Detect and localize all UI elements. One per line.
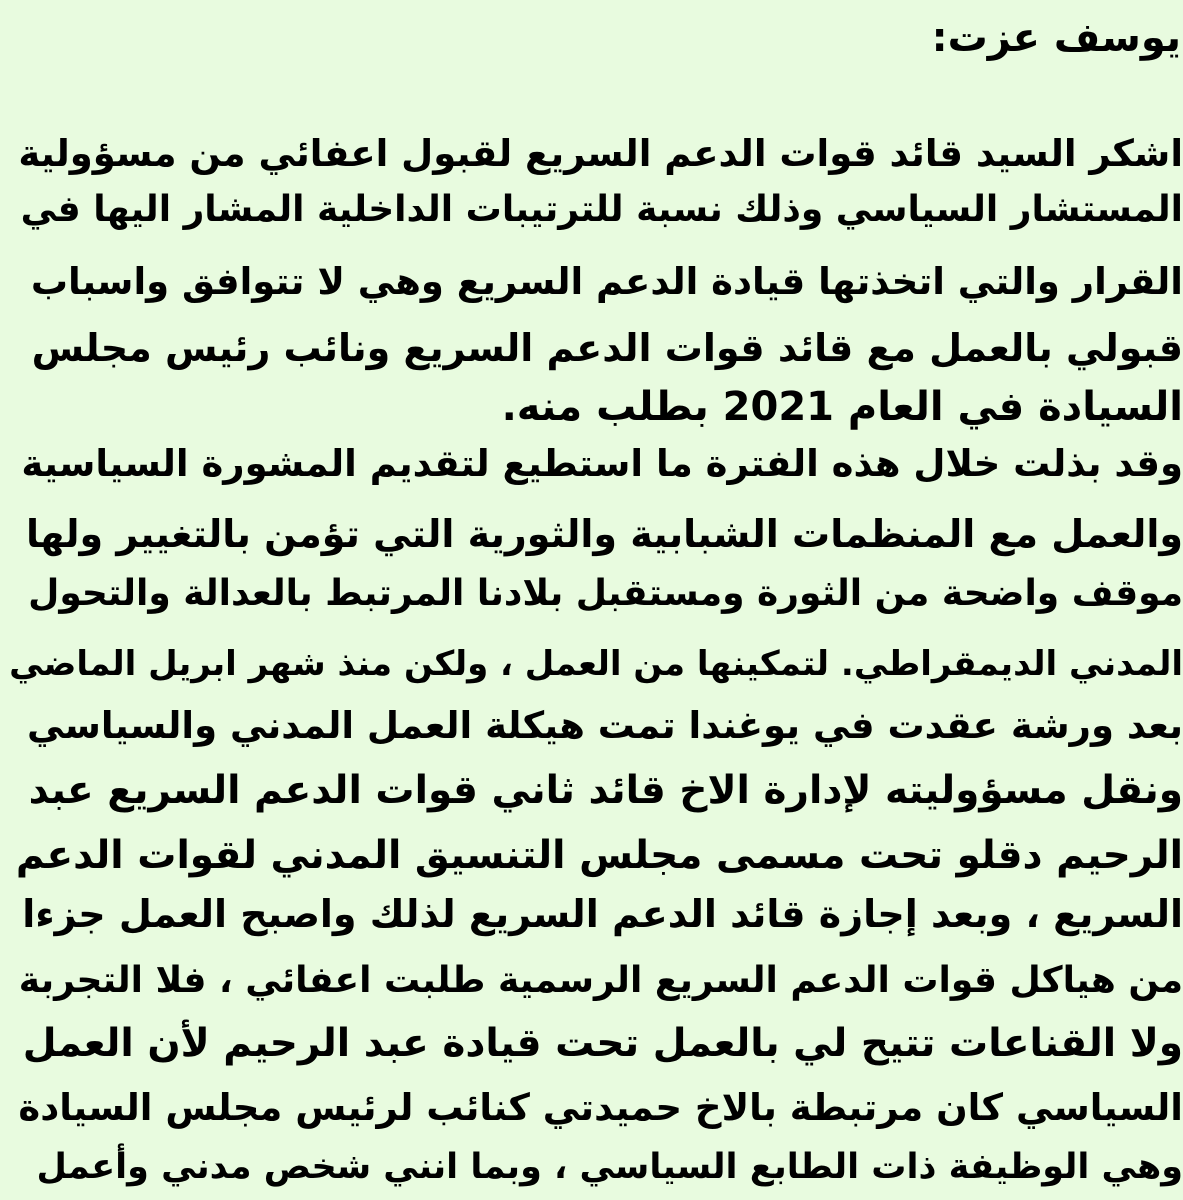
paragraph-2-line-8: السريع ، وبعد إجازة قائد الدعم السريع لذلك واصبح العمل جزءا [22, 892, 1183, 936]
paragraph-2-line-10: ولا القناعات تتيح لي بالعمل تحت قيادة عبد الرحيم لأن العمل [22, 1021, 1183, 1066]
paragraph-2-line-7: الرحيم دقلو تحت مسمى مجلس التنسيق المدني لقوات الدعم [15, 833, 1183, 878]
paragraph-2-line-2: والعمل مع المنظمات الشبابية والثورية التي تؤمن بالتغيير ولها [25, 512, 1183, 556]
paragraph-2-line-5: بعد ورشة عقدت في يوغندا تمت هيكلة العمل المدني والسياسي [27, 704, 1183, 747]
paragraph-2-line-3: موقف واضحة من الثورة ومستقبل بلادنا المرتبط بالعدالة والتحول [28, 573, 1183, 614]
author-line: يوسف عزت: [931, 15, 1181, 61]
paragraph-2-line-12: وهي الوظيفة ذات الطابع السياسي ، وبما انني شخص مدني وأعمل [36, 1147, 1183, 1187]
paragraph-2-line-11: السياسي كان مرتبطة بالاخ حميدتي كنائب لرئيس مجلس السيادة [18, 1086, 1183, 1129]
paragraph-2-line-9: من هياكل قوات الدعم السريع الرسمية طلبت اعفائي ، فلا التجربة [18, 960, 1183, 1001]
paragraph-1-line-3: القرار والتي اتخذتها قيادة الدعم السريع وهي لا تتوافق واسباب [30, 260, 1183, 303]
paragraph-1-line-5: السيادة في العام 2021 بطلب منه. [501, 384, 1183, 430]
paragraph-1-line-2: المستشار السياسي وذلك نسبة للترتيبات الداخلية المشار اليها في [20, 189, 1183, 230]
paragraph-1-line-4: قبولي بالعمل مع قائد قوات الدعم السريع ونائب رئيس مجلس [31, 326, 1183, 370]
paragraph-2-line-4: المدني الديمقراطي. لتمكينها من العمل ، ولكن منذ شهر ابريل الماضي [9, 644, 1183, 684]
paragraph-1-line-1: اشكر السيد قائد قوات الدعم السريع لقبول اعفائي من مسؤولية [18, 132, 1183, 175]
paragraph-2-line-6: ونقل مسؤوليته لإدارة الاخ قائد ثاني قوات الدعم السريع عبد [28, 768, 1183, 813]
paragraph-2-line-1: وقد بذلت خلال هذه الفترة ما استطيع لتقديم المشورة السياسية [21, 442, 1183, 485]
